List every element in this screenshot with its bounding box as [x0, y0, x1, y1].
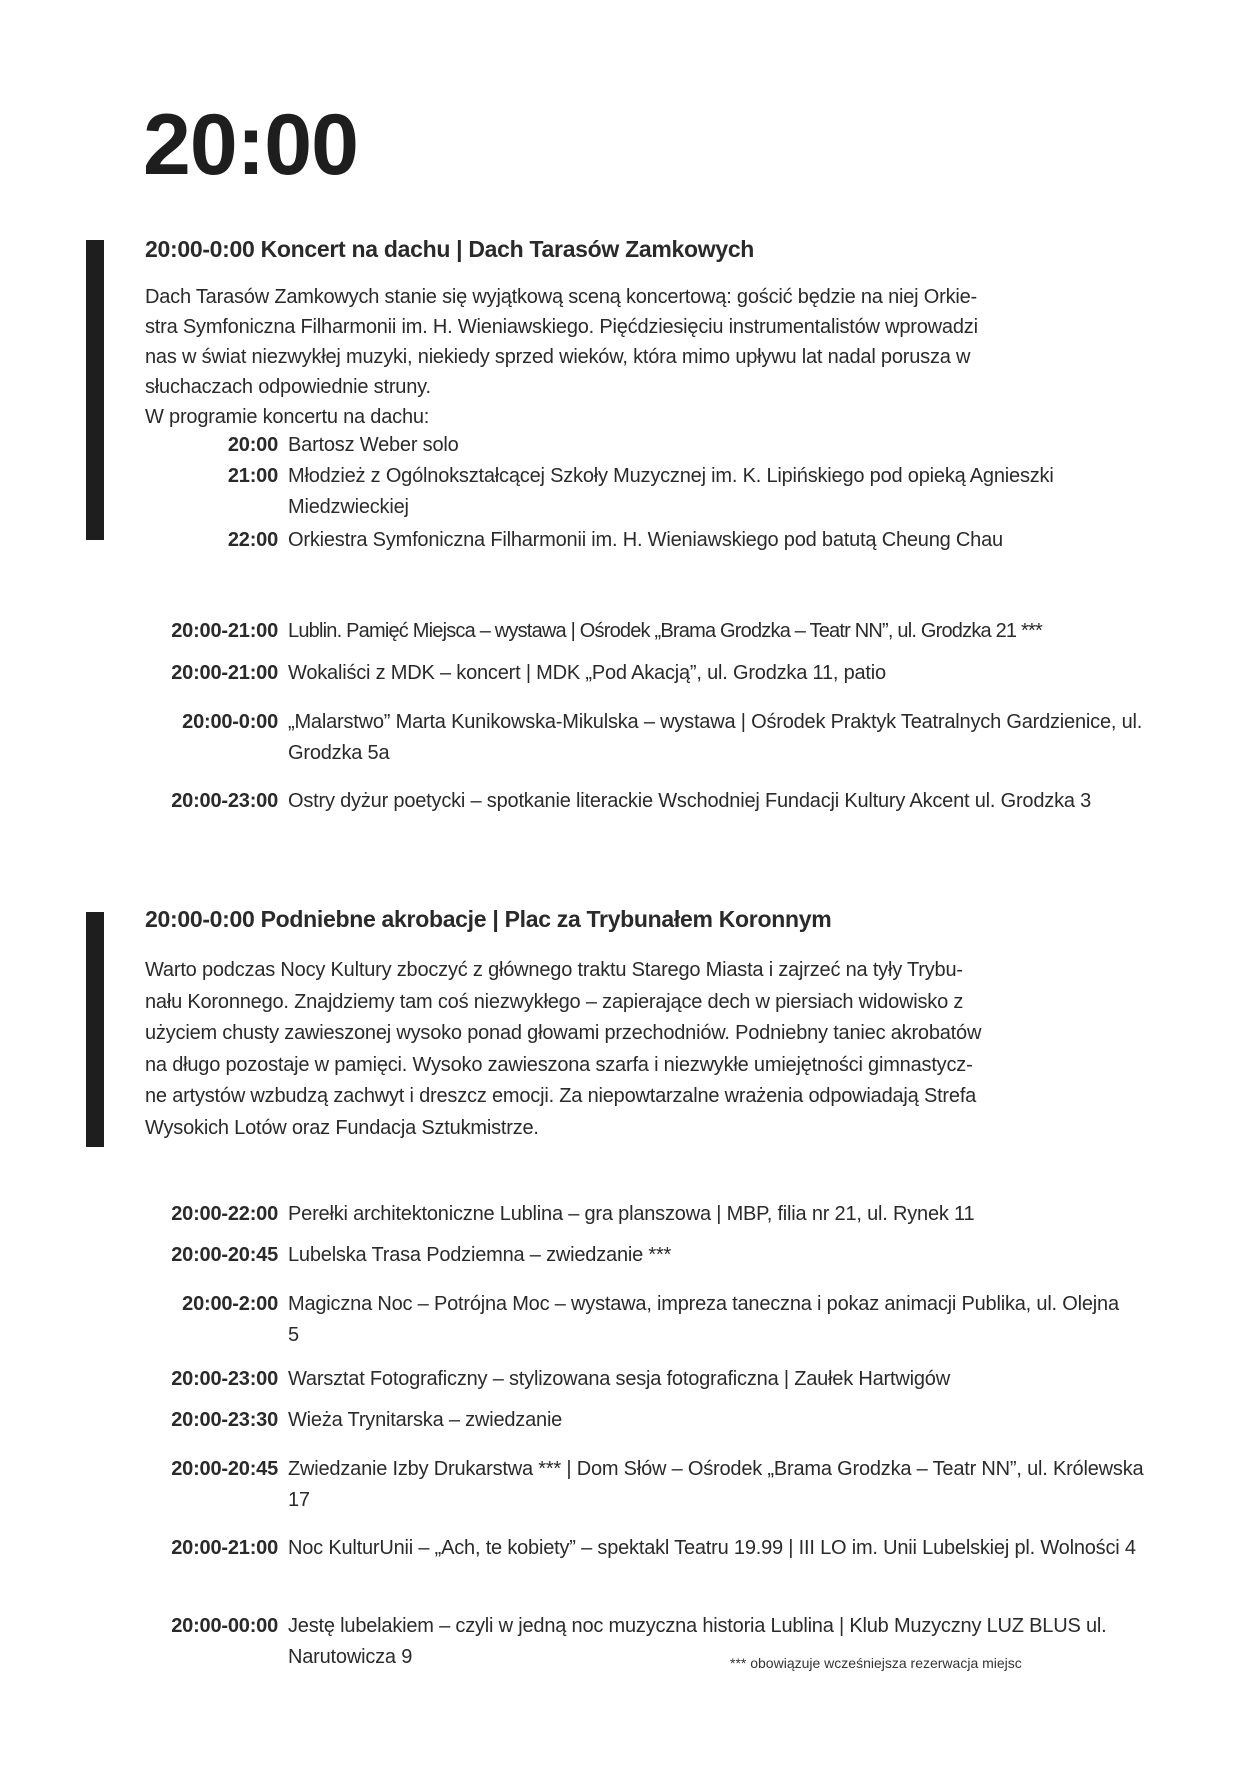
event-item [145, 1364, 1185, 1395]
text-line: ne artystów wzbudzą zachwyt i dreszcz emocji. Za niepowtarzalne wrażenia odpowiadają Strefa [145, 1085, 977, 1108]
event-time: 20:00-2:00 [182, 1293, 278, 1315]
event-time: 20:00-20:45 [171, 1244, 278, 1266]
event-item [145, 1454, 1155, 1516]
program-item [145, 525, 1185, 556]
event-time: 20:00-0:00 [182, 711, 278, 733]
event-desc: Magiczna Noc – Potrójna Moc – wystawa, impreza taneczna i pokaz animacji Publika, ul. Olejna 5 [288, 1293, 1119, 1346]
event-time: 20:00-23:00 [171, 790, 278, 812]
event-desc: Perełki architektoniczne Lublina – gra planszowa | MBP, filia nr 21, ul. Rynek 11 [288, 1203, 975, 1225]
program-item [145, 461, 1145, 523]
event-desc: Lubelska Trasa Podziemna – zwiedzanie *** [288, 1244, 672, 1266]
event-time: 20:00-21:00 [171, 1537, 278, 1559]
text-line: stra Symfoniczna Filharmonii im. H. Wieniawskiego. Pięćdziesięciu instrumentalistów wprowadzi [145, 316, 978, 338]
program-time: 20:00 [227, 434, 278, 456]
text-line: na długo pozostaje w pamięci. Wysoko zawieszona szarfa i niezwykłe umiejętności gimnastycz- [145, 1053, 973, 1076]
event-desc: Wokaliści z MDK – koncert | MDK „Pod Akacją”, ul. Grodzka 11, patio [288, 662, 886, 684]
section-bar [86, 912, 104, 1147]
text-line: Wysokich Lotów oraz Fundacja Sztukmistrze. [145, 1116, 539, 1139]
program-time: 21:00 [227, 465, 278, 487]
program-desc: Orkiestra Symfoniczna Filharmonii im. H. Wieniawskiego pod batutą Cheung Chau [288, 529, 1003, 551]
event-time: 20:00-21:00 [171, 662, 278, 684]
text-line: Dach Tarasów Zamkowych stanie się wyjątkową sceną koncertową: gościć będzie na niej Orkie- [145, 286, 978, 308]
featured-heading: 20:00-0:00 Podniebne akrobacje | Plac za Trybunałem Koronnym [145, 906, 832, 932]
event-desc: Noc KulturUnii – „Ach, te kobiety” – spektakl Teatru 19.99 | III LO im. Unii Lubelskiej pl. Wolności 4 [288, 1537, 1136, 1559]
event-time: 20:00-23:00 [171, 1368, 278, 1390]
event-item [145, 1240, 1185, 1271]
event-time: 20:00-00:00 [171, 1615, 278, 1637]
event-item [145, 616, 1185, 647]
event-desc: Zwiedzanie Izby Drukarstwa *** | Dom Słów – Ośrodek „Brama Grodzka – Teatr NN”, ul. Królewska 17 [288, 1458, 1144, 1511]
text-line: W programie koncertu na dachu: [145, 406, 430, 428]
footnote: *** obowiązuje wcześniejsza rezerwacja miejsc [730, 1655, 1022, 1671]
text-line: użyciem chusty zawieszonej wysoko ponad głowami przechodniów. Podniebny taniec akrobatów [145, 1022, 982, 1045]
program-desc: Młodzież z Ogólnokształcącej Szkoły Muzycznej im. K. Lipińskiego pod opieką Agnieszki Miedzwieckiej [288, 465, 1054, 518]
event-desc: Ostry dyżur poetycki – spotkanie literackie Wschodniej Fundacji Kultury Akcent ul. Grodzka 3 [288, 790, 1092, 812]
featured-heading: 20:00-0:00 Koncert na dachu | Dach Tarasów Zamkowych [145, 236, 755, 262]
event-time: 20:00-20:45 [171, 1458, 278, 1480]
event-item [145, 1289, 1135, 1351]
text-line: słuchaczach odpowiednie struny. [145, 376, 431, 398]
event-time: 20:00-21:00 [171, 620, 278, 642]
event-desc: „Malarstwo” Marta Kunikowska-Mikulska – wystawa | Ośrodek Praktyk Teatralnych Gardzienice, ul. Grodzka 5a [288, 711, 1143, 764]
event-time: 20:00-23:30 [171, 1409, 278, 1431]
text-line: nas w świat niezwykłej muzyki, niekiedy sprzed wieków, która mimo upływu lat nadal porusza w [145, 346, 971, 368]
event-desc: Warsztat Fotograficzny – stylizowana sesja fotograficzna | Zaułek Hartwigów [288, 1368, 950, 1390]
event-item [145, 786, 1145, 817]
event-item [145, 1199, 1185, 1230]
program-item [145, 430, 1185, 461]
page-title: 20:00 [143, 97, 358, 193]
text-line: nału Koronnego. Znajdziemy tam coś niezwykłego – zapierające dech w piersiach widowisko z [145, 990, 964, 1013]
event-item [145, 658, 1185, 689]
featured-description [145, 282, 1185, 432]
event-desc: Wieża Trynitarska – zwiedzanie [288, 1409, 563, 1431]
event-desc: Jestę lubelakiem – czyli w jedną noc muzyczna historia Lublina | Klub Muzyczny LUZ BLUS ul. Narutowicza 9 [288, 1615, 1107, 1668]
featured-description [145, 955, 1185, 1145]
event-item [145, 1533, 1155, 1564]
program-time: 22:00 [227, 529, 278, 551]
event-time: 20:00-22:00 [171, 1203, 278, 1225]
text-line: Warto podczas Nocy Kultury zboczyć z głównego traktu Starego Miasta i zajrzeć na tyły Trybu- [145, 959, 963, 981]
event-item [145, 1405, 1185, 1436]
program-desc: Bartosz Weber solo [288, 434, 459, 456]
section-bar [86, 240, 104, 540]
event-desc: Lublin. Pamięć Miejsca – wystawa | Ośrodek „Brama Grodzka – Teatr NN”, ul. Grodzka 21 *** [288, 620, 1042, 642]
event-item [145, 707, 1155, 769]
